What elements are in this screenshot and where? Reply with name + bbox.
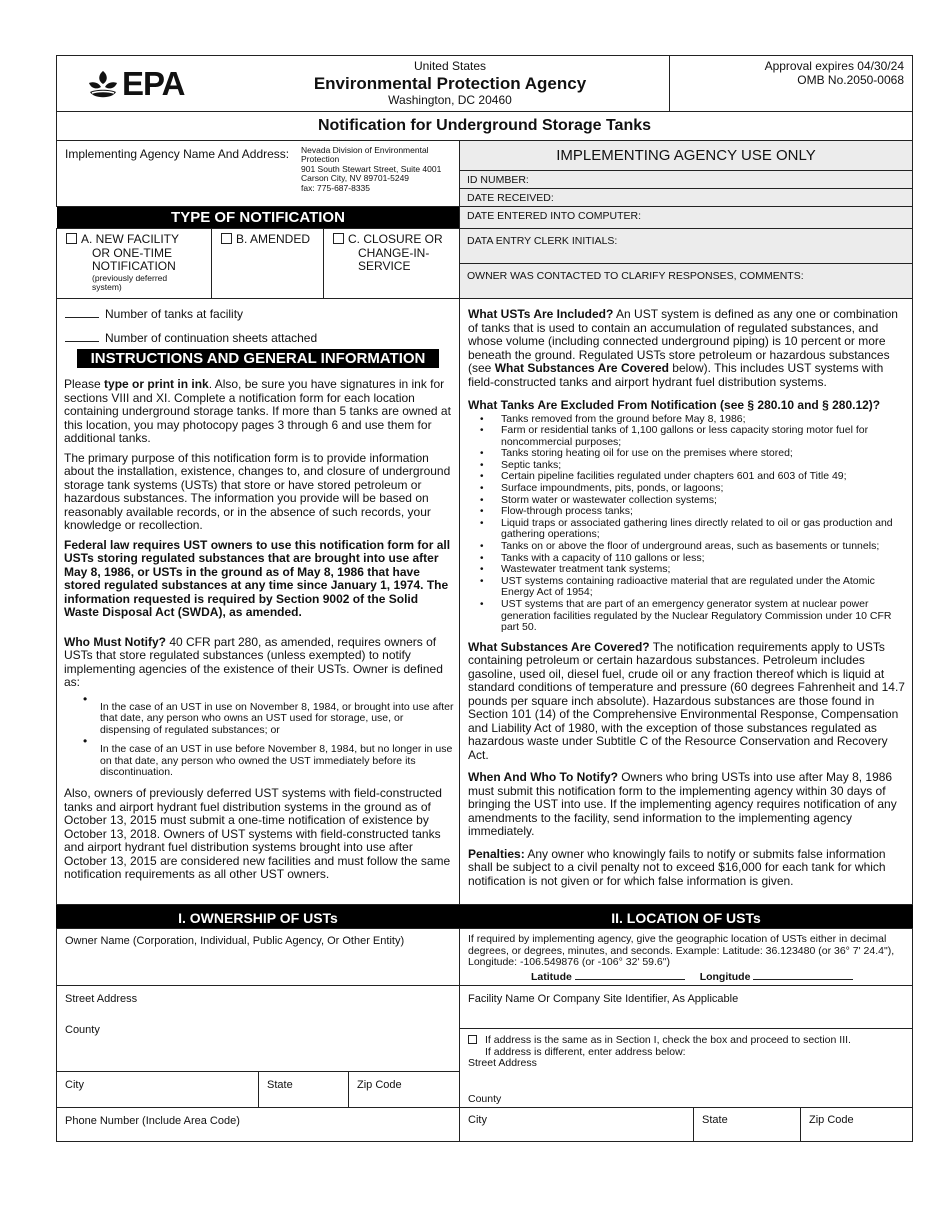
sheets-count-blank[interactable] (65, 332, 99, 342)
penalties-heading: Penalties: (468, 846, 525, 861)
approval-expiry: Approval expires 04/30/24 (764, 59, 904, 73)
list-item: • UST systems that are part of an emergency generator system at nuclear power generation facilities regulated by the Nuclear Regulatory Commission under 10 CFR part 50. (468, 599, 908, 634)
location-title: II. LOCATION OF USTs (611, 910, 761, 926)
facility-city-label: City (468, 1114, 487, 1126)
facility-zip-field[interactable] (800, 1107, 913, 1142)
date-received-field[interactable] (459, 188, 913, 207)
instructions-emphasis: type or print in ink (104, 377, 209, 391)
owner-street-label: Street Address (65, 993, 138, 1005)
owner-county-label: County (65, 1024, 100, 1036)
owner-street-county-field[interactable] (56, 985, 460, 1072)
longitude-label: Longitude (699, 970, 751, 983)
substances-heading: What Substances Are Covered? (468, 639, 650, 654)
new-facility-checkbox[interactable] (66, 233, 77, 244)
different-address-label: If address is different, enter address below: (485, 1045, 686, 1058)
geo-location-instructions: If required by implementing agency, give the geographic location of USTs either in decimal degrees, or degrees, minutes, and seconds. Example: Latitude: 36.123480 (or 36° 7' 24.4"), Longitude: -106.549876 (or -106° 32' 59.6") (468, 933, 895, 969)
option-new-facility[interactable] (66, 233, 211, 292)
option-c-label-3: SERVICE (358, 259, 411, 273)
federal-law-paragraph: Federal law requires UST owners to use this notification form for all USTs storing regulated substances that are brought into use after May 8, 1986, or USTs in the ground as of May 8, 1986 that have stored regulated substances at any time since January 1, 1974. The information requested is required by Section 9002 of the Solid Waste Disposal Act (SWDA), as amended. (64, 537, 451, 619)
facility-name-field[interactable] (459, 985, 913, 1029)
option-amended[interactable] (221, 233, 321, 247)
list-item: • Farm or residential tanks of 1,100 gallons or less capacity storing motor fuel for noncommercial purposes; (468, 425, 908, 448)
list-item: • Tanks storing heating oil for use on the premises where stored; (468, 448, 908, 460)
option-a-label: A. NEW FACILITY (81, 232, 180, 246)
ownership-header (56, 905, 460, 929)
owner-phone-label: Phone Number (Include Area Code) (65, 1115, 240, 1127)
id-number-label: ID NUMBER: (467, 174, 529, 186)
when-notify-paragraph (468, 771, 908, 839)
owner-contacted-label: OWNER WAS CONTACTED TO CLARIFY RESPONSES, COMMENTS: (467, 270, 804, 282)
list-item: • UST systems containing radioactive material that are regulated under the Atomic Energy Act of 1954; (468, 576, 908, 599)
option-c-label-2: CHANGE-IN- (358, 245, 430, 260)
list-item: • Tanks on or above the floor of underground areas, such as basements or tunnels; (468, 541, 908, 553)
option-b-label: B. AMENDED (236, 232, 311, 246)
latitude-label: Latitude (531, 970, 572, 983)
date-entered-field[interactable] (459, 206, 913, 229)
list-item: • Liquid traps or associated gathering lines directly related to oil or gas production and gathering operations; (468, 518, 908, 541)
same-address-label: If address is the same as in Section I, check the box and proceed to section III. (485, 1034, 851, 1046)
right-info-body (468, 308, 908, 894)
facility-state-field[interactable] (693, 1107, 801, 1142)
tanks-count-label: Number of tanks at facility (105, 307, 244, 321)
sheets-count-field[interactable] (65, 332, 317, 346)
owner-state-label: State (267, 1079, 293, 1091)
longitude-blank[interactable] (753, 971, 853, 980)
omb-number: OMB No.2050-0068 (797, 72, 904, 87)
list-item: • Septic tanks; (468, 460, 908, 472)
ownership-title: I. OWNERSHIP OF USTs (178, 910, 338, 926)
agency-use-title-row (459, 140, 913, 171)
owner-definition-list (64, 702, 454, 780)
who-must-notify-heading: Who Must Notify? (64, 634, 166, 649)
agency-address-line: fax: 775-687-8335 (301, 182, 370, 193)
who-must-notify-paragraph (64, 636, 454, 690)
agency-name: Environmental Protection Agency (313, 73, 587, 93)
agency-address-line: Nevada Division of Environmental Protection (301, 145, 429, 165)
list-item: • In the case of an UST in use before November 8, 1984, but no longer in use on that date, any person who owned the UST immediately before its discontinuation. (64, 744, 454, 779)
geo-location-field[interactable] (459, 928, 913, 986)
latitude-blank[interactable] (575, 971, 685, 980)
tanks-count-field[interactable] (65, 308, 243, 322)
who-must-notify-text: 40 CFR part 280, as amended, requires owners of USTs that store regulated substances (unless exempted) to notify implementing agencies of the existence of their USTs. Owner is defined as: (64, 634, 443, 689)
owner-phone-field[interactable] (56, 1107, 460, 1142)
owner-zip-field[interactable] (348, 1071, 460, 1108)
facility-city-field[interactable] (459, 1107, 694, 1142)
owner-name-field[interactable] (56, 928, 460, 986)
option-a-label-3: NOTIFICATION (92, 259, 176, 273)
owner-contacted-field[interactable] (459, 263, 913, 299)
agency-use-title: IMPLEMENTING AGENCY USE ONLY (556, 147, 816, 164)
instructions-paragraph: Also, owners of previously deferred UST systems with field-constructed tanks and airport hydrant fuel distribution systems in the ground as of October 13, 2015 must submit a one-time notification of existence by October 13, 2018. Owners of UST systems with field-constructed tanks and airport hydrant fuel distribution systems brought into use after October 13, 2015 are considered new facilities and must follow the same notification requirements as all other UST owners. (64, 786, 451, 882)
clerk-initials-field[interactable] (459, 228, 913, 264)
list-item: • Surface impoundments, pits, ponds, or lagoons; (468, 483, 908, 495)
ust-included-text: An UST system is defined as any one or combination of tanks that is used to contain an accumulation of regulated substances, and whose volume (including connected underground piping) is 10 percent or more beneath the ground. Regulated USTs store petroleum or hazardous substances (see (468, 307, 898, 375)
same-address-checkbox[interactable] (468, 1035, 477, 1044)
facility-name-label: Facility Name Or Company Site Identifier, As Applicable (468, 993, 739, 1005)
epa-logo (86, 65, 186, 104)
location-header (459, 905, 913, 929)
option-divider (323, 228, 324, 299)
logo-text: EPA (122, 65, 185, 102)
agency-address-line: 901 South Stewart Street, Suite 4001 (301, 163, 442, 174)
ust-included-text: below). This includes UST systems with field-constructed tanks and airport hydrant fuel distribution systems. (468, 361, 884, 389)
type-of-notification-header (57, 207, 459, 228)
instructions-text: Please (64, 377, 105, 391)
agency-country: United States (413, 59, 487, 73)
facility-address-field[interactable] (459, 1028, 913, 1108)
list-item: • Wastewater treatment tank systems; (468, 564, 908, 576)
excluded-heading: What Tanks Are Excluded From Notification (see § 280.10 and § 280.12)? (468, 398, 881, 412)
id-number-field[interactable] (459, 170, 913, 189)
owner-name-label: Owner Name (Corporation, Individual, Public Agency, Or Other Entity) (65, 935, 405, 947)
substances-text: The notification requirements apply to USTs containing petroleum or certain hazardous substances. Petroleum includes gasoline, used oil, diesel fuel, crude oil or any fraction thereof which is liquid at standard conditions of temperature and pressure (60 degrees Fahrenheit and 14.7 pounds per square inch absolute). Hazardous substances are those found in Section 101 (14) of the Comprehensive Environmental Response, Compensation and Liability Act of 1980, with the exception of those substances regulated as hazardous waste under Subtitle C of the Resource Conservation and Recovery Act. (468, 639, 905, 762)
form-title-row (56, 111, 913, 141)
amended-checkbox[interactable] (221, 233, 232, 244)
when-notify-heading: When And Who To Notify? (468, 770, 618, 785)
option-a-label-2: OR ONE-TIME (92, 245, 172, 260)
approval-info (672, 60, 904, 87)
list-item: • In the case of an UST in use on November 8, 1984, or brought into use after that date, any person who owns an UST used for storage, use, or dispensing of regulated substances; or (64, 702, 454, 737)
option-a-note-2: system) (92, 281, 122, 292)
ust-included-paragraph (468, 308, 908, 389)
facility-zip-label: Zip Code (809, 1114, 854, 1126)
instructions-paragraph (64, 378, 454, 446)
date-received-label: DATE RECEIVED: (467, 192, 554, 204)
sheets-count-label: Number of continuation sheets attached (105, 331, 318, 345)
form-title: Notification for Underground Storage Tanks (317, 117, 652, 134)
penalties-paragraph (468, 848, 908, 889)
facility-county-label: County (468, 1092, 502, 1105)
option-closure[interactable] (333, 233, 458, 274)
owner-zip-label: Zip Code (357, 1079, 402, 1091)
agency-heading (230, 60, 670, 107)
option-c-label: C. CLOSURE OR (348, 232, 443, 246)
list-item: • Tanks removed from the ground before May 8, 1986; (468, 414, 908, 426)
owner-city-label: City (65, 1079, 84, 1091)
list-item: • Tanks with a capacity of 110 gallons or less; (468, 553, 908, 565)
excluded-list (468, 414, 908, 634)
penalties-text: Any owner who knowingly fails to notify or submits false information shall be subject to a civil penalty not to exceed $16,000 for each tank for which notification is not given or for which false information is given. (468, 846, 886, 888)
substances-paragraph (468, 641, 908, 763)
facility-state-label: State (702, 1114, 728, 1126)
instructions-body (64, 378, 454, 888)
owner-state-field[interactable] (258, 1071, 349, 1108)
agency-city: Washington, DC 20460 (388, 92, 512, 107)
instructions-title: INSTRUCTIONS AND GENERAL INFORMATION (90, 350, 426, 367)
closure-checkbox[interactable] (333, 233, 344, 244)
clerk-initials-label: DATA ENTRY CLERK INITIALS: (467, 235, 618, 247)
implementing-agency-label: Implementing Agency Name And Address: (65, 147, 290, 161)
ust-included-ref: What Substances Are Covered (494, 361, 669, 375)
list-item: • Certain pipeline facilities regulated under chapters 601 and 603 of Title 49; (468, 471, 908, 483)
date-entered-label: DATE ENTERED INTO COMPUTER: (467, 210, 642, 222)
tanks-count-blank[interactable] (65, 308, 99, 318)
implementing-agency-address (301, 146, 459, 193)
option-divider (211, 228, 212, 299)
when-notify-text: Owners who bring USTs into use after May 8, 1986 must submit this notification form to the implementing agency within 30 days of bringing the UST into use. If the implementing agency requires notification of any amendments to the facility, send information to the implementing agency immediately. (468, 770, 897, 839)
list-item: • Flow-through process tanks; (468, 506, 908, 518)
type-of-notification-title: TYPE OF NOTIFICATION (171, 209, 345, 226)
instructions-header (77, 349, 439, 368)
epa-flower-icon (86, 69, 120, 103)
ust-included-heading: What USTs Are Included? (468, 307, 614, 321)
option-a-note: (previously deferred (92, 272, 168, 283)
instructions-text: . Also, be sure you have signatures in ink for sections VIII and XI. Complete a notification form for each location containing underground storage tanks. If more than 5 tanks are owned at this location, you may photocopy pages 3 through 6 and use them for additional tanks. (64, 377, 451, 445)
agency-address-line: Carson City, NV 89701-5249 (301, 173, 410, 184)
instructions-paragraph: The primary purpose of this notification form is to provide information about the installation, existence, changes to, and closure of underground storage tank systems (USTs) that store or have stored petroleum or hazardous substances. The information you provide will be based on reasonably available records, or in the absence of such records, your knowledge or recollection. (64, 450, 451, 532)
owner-city-field[interactable] (56, 1071, 259, 1108)
list-item: • Storm water or wastewater collection systems; (468, 495, 908, 507)
facility-street-label: Street Address (468, 1057, 537, 1070)
